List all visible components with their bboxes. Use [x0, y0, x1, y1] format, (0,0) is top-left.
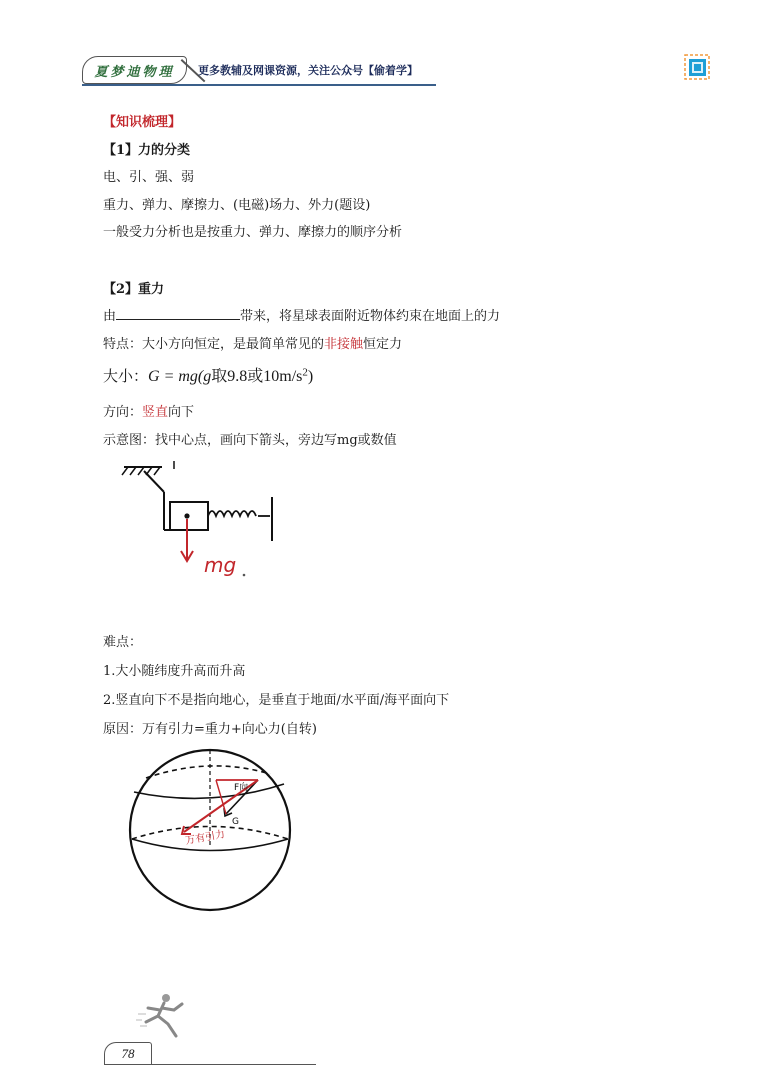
header-brand-badge: [82, 56, 187, 84]
earth-force-diagram: [124, 744, 296, 916]
feature-line: [103, 333, 402, 352]
difficulty-line-2: 2.竖直向下不是指向地心，是垂直于地面/水平面/海平面向下: [103, 693, 450, 708]
direction-highlight: 竖直: [142, 405, 169, 420]
footer-rule: [104, 1064, 316, 1065]
page-number-box: [104, 1042, 152, 1065]
formula-rest: 取9.8或10m/s: [211, 368, 303, 385]
definition-line: [103, 305, 500, 324]
mg-label: mg: [204, 553, 237, 577]
section-title: 【知识梳理】: [103, 115, 182, 130]
difficulty-title: 难点：: [103, 635, 143, 650]
direction-line: [103, 401, 194, 420]
direction-suffix: 向下: [168, 405, 195, 420]
book-logo-icon: [684, 54, 710, 80]
difficulty-line-3: 原因：万有引力=重力+向心力(自转): [103, 722, 317, 737]
header-notice: 更多教辅及网课资源，关注公众号【偷着学】: [198, 64, 418, 77]
part1-heading: 【1】力的分类: [103, 143, 191, 158]
gravity-label: G: [232, 817, 239, 827]
definition-prefix: 由: [103, 309, 117, 324]
diagram-note: 示意图：找中心点，画向下箭头，旁边写mg或数值: [103, 433, 397, 448]
part1-line-2: 重力、弹力、摩擦力、(电磁)场力、外力(题设): [103, 198, 371, 213]
part1-line-3: 一般受力分析也是按重力、弹力、摩擦力的顺序分析: [103, 225, 403, 240]
header-brand: 夏梦迪物理: [94, 64, 175, 80]
size-line: [103, 363, 313, 386]
formula-exponent: 2: [302, 366, 308, 379]
part1-line-1: 电、引、强、弱: [103, 170, 195, 185]
page-number: 78: [121, 1046, 135, 1061]
feature-suffix: 恒定力: [363, 337, 403, 352]
feature-prefix: 特点：大小方向恒定，是最简单常见的: [103, 337, 325, 352]
feature-highlight: 非接触: [324, 337, 364, 352]
fill-in-blank: [116, 309, 240, 320]
formula-close: ): [307, 368, 314, 385]
difficulty-line-1: 1.大小随纬度升高而升高: [103, 664, 246, 679]
definition-suffix: 带来，将星球表面附近物体约束在地面上的力: [240, 309, 501, 324]
gravity-sketch-diagram: [112, 455, 292, 590]
part2-heading: 【2】重力: [103, 282, 165, 297]
size-label: 大小：: [103, 367, 149, 385]
formula-main: G = mg(g: [148, 368, 212, 385]
universal-gravitation-label: 万有引力: [184, 829, 226, 847]
header-rule: [82, 84, 436, 86]
direction-prefix: 方向：: [103, 405, 143, 420]
runner-icon: [136, 992, 192, 1038]
centripetal-force-label: F向: [234, 783, 249, 793]
